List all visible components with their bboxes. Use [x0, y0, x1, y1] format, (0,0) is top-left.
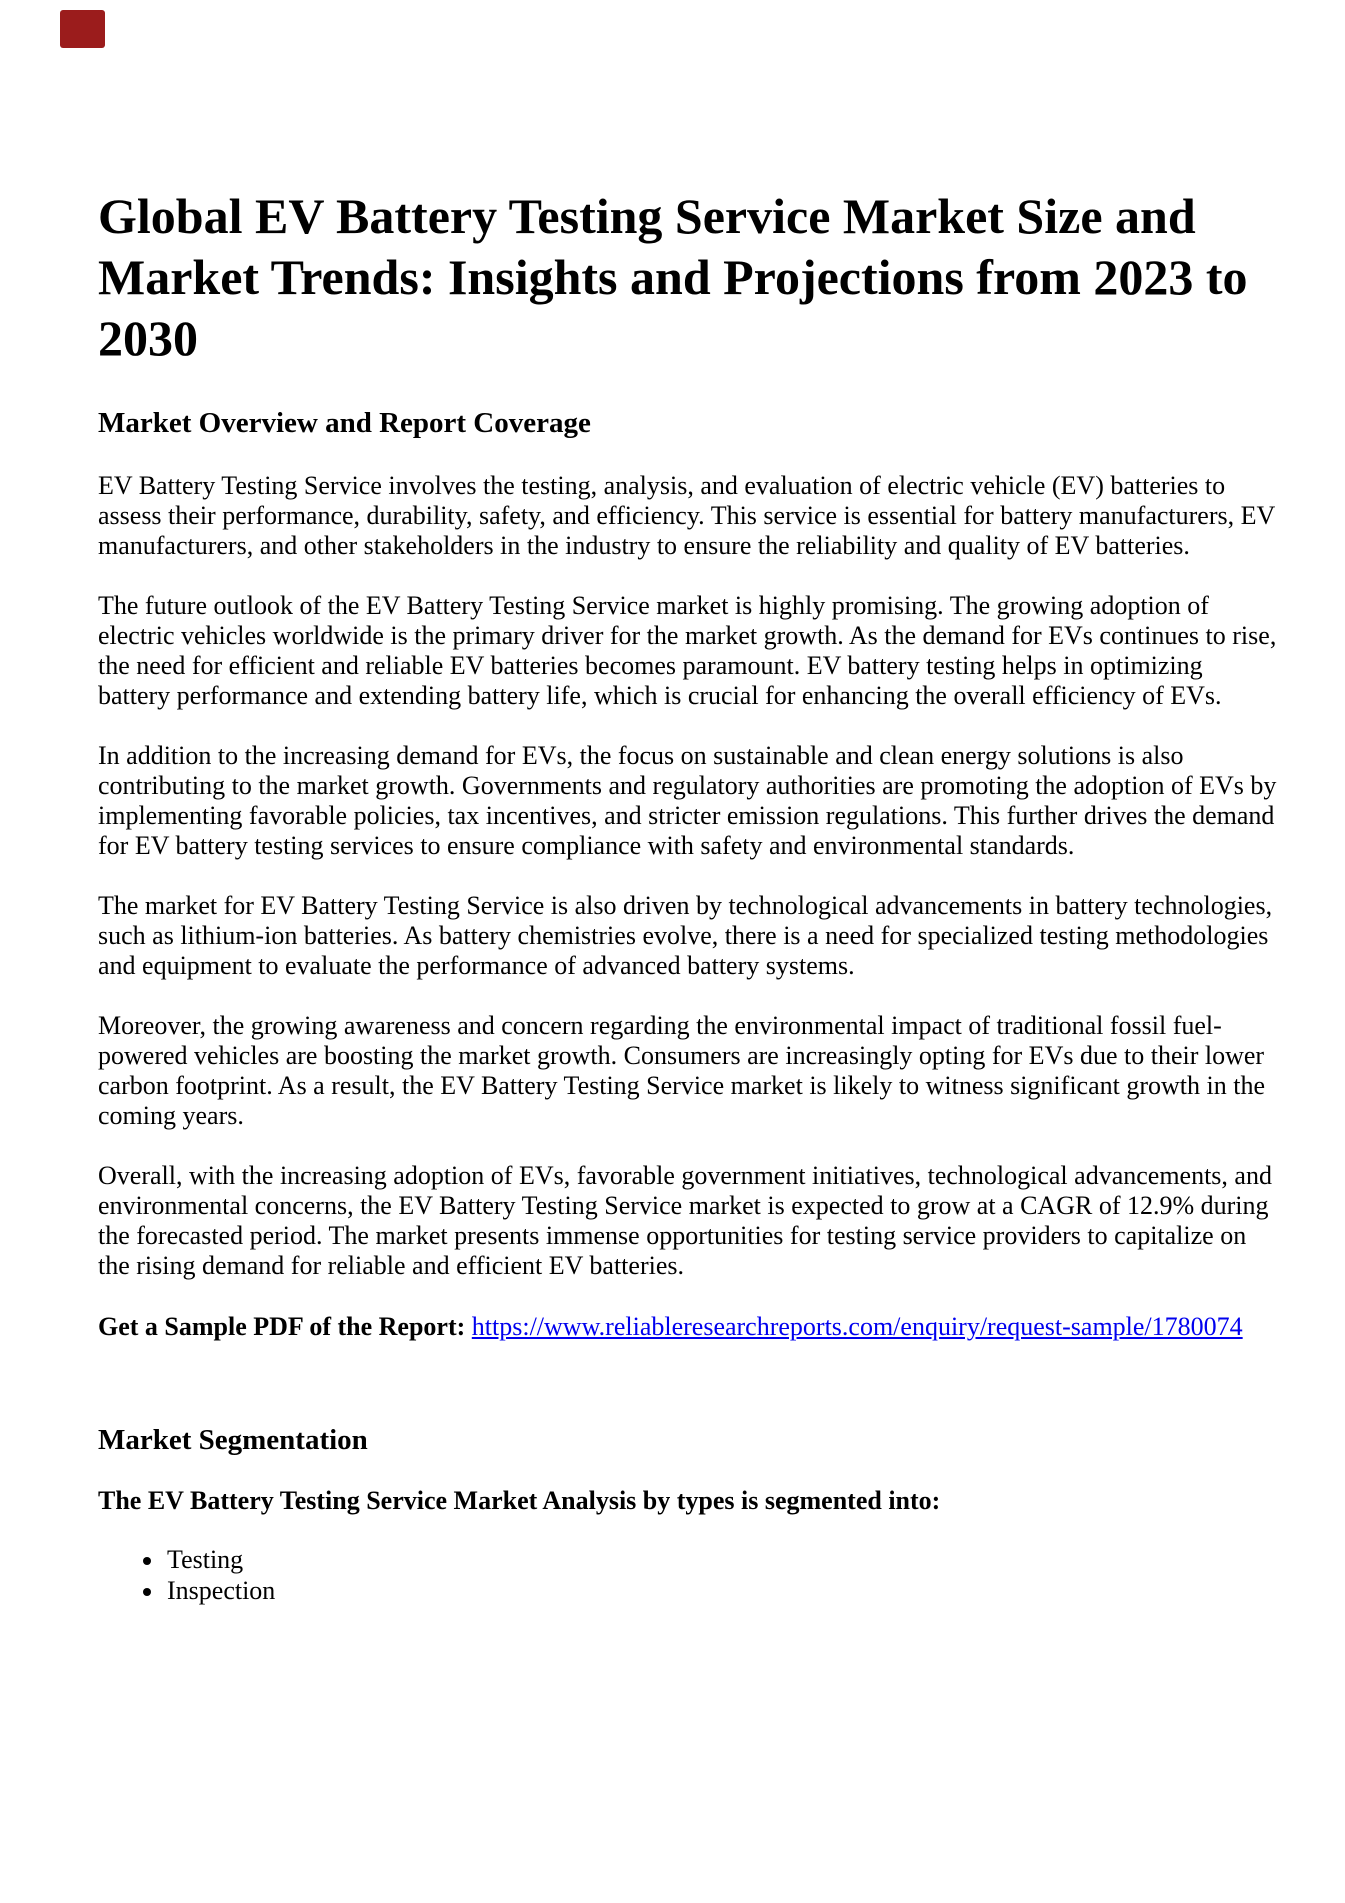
paragraph-technology: The market for EV Battery Testing Service is also driven by technological advancements in battery technologies, such as lithium-ion batteries. As battery chemistries evolve, there is a need for specialized testing methodologies and equipment to evaluate the performance of advanced battery systems. [98, 891, 1273, 980]
page-title: Global EV Battery Testing Service Market Size and Market Trends: Insights and Projections from 2023 to 2030 [98, 188, 1248, 366]
types-intro-line: The EV Battery Testing Service Market Analysis by types is segmented into: [98, 1486, 941, 1515]
segmentation-heading: Market Segmentation [98, 1424, 368, 1456]
paragraph-environment: Moreover, the growing awareness and concern regarding the environmental impact of traditional fossil fuel-powered vehicles are boosting the market growth. Consumers are increasingly opting for EVs due to their lower carbon footprint. As a result, the EV Battery Testing Service market is likely to witness significant growth in the coming years. [98, 1011, 1265, 1130]
paragraph-cagr: Overall, with the increasing adoption of EVs, favorable government initiatives, technological advancements, and environmental concerns, the EV Battery Testing Service market is expected to grow at a CAGR of 12.9% during the forecasted period. The market presents immense opportunities for testing service providers to capitalize on the rising demand for reliable and efficient EV batteries. [98, 1161, 1272, 1280]
sample-report-line [98, 1311, 1281, 1342]
list-item-inspection: • Inspection [165, 1575, 1281, 1606]
sample-report-link[interactable]: https://www.reliableresearchreports.com/enquiry/request-sample/1780074 [471, 1312, 1243, 1341]
paragraph-overview-1: EV Battery Testing Service involves the testing, analysis, and evaluation of electric vehicle (EV) batteries to assess their performance, durability, safety, and efficiency. This service is essential for battery manufacturers, EV manufacturers, and other stakeholders in the industry to ensure the reliability and quality of EV batteries. [98, 471, 1275, 560]
sample-report-label: Get a Sample PDF of the Report: [98, 1312, 466, 1341]
list-item-testing: • Testing [165, 1544, 1281, 1575]
overview-heading: Market Overview and Report Coverage [98, 407, 591, 439]
types-list [98, 1544, 1281, 1606]
paragraph-clean-energy: In addition to the increasing demand for EVs, the focus on sustainable and clean energy solutions is also contributing to the market growth. Governments and regulatory authorities are promoting the adoption of EVs by implementing favorable policies, tax incentives, and stricter emission regulations. This further drives the demand for EV battery testing services to ensure compliance with safety and environmental standards. [98, 741, 1277, 860]
document-page [98, 0, 1281, 1606]
paragraph-future-outlook: The future outlook of the EV Battery Testing Service market is highly promising. The growing adoption of electric vehicles worldwide is the primary driver for the market growth. As the demand for EVs continues to rise, the need for efficient and reliable EV batteries becomes paramount. EV battery testing helps in optimizing battery performance and extending battery life, which is crucial for enhancing the overall efficiency of EVs. [98, 591, 1277, 710]
